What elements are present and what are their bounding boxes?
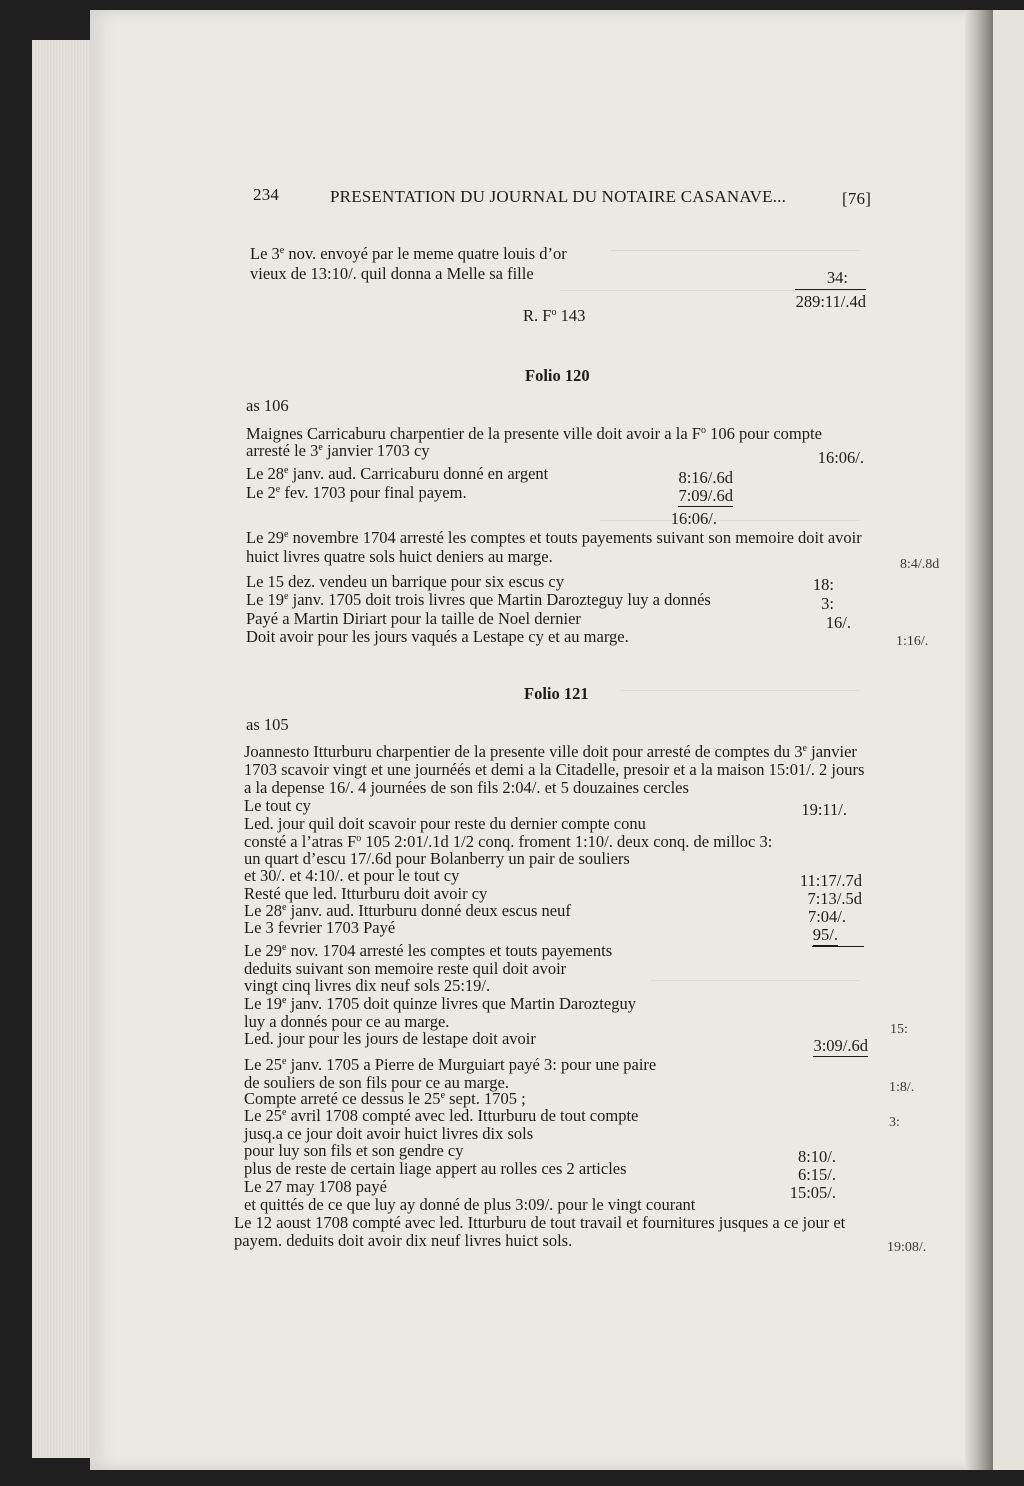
- margin-amount: 8:4/.8d: [900, 557, 940, 572]
- margin-amount: 1:16/.: [896, 634, 929, 649]
- text-line: deduits suivant son memoire reste quil doit avoir: [244, 959, 567, 978]
- amount: 7:09/.6d: [678, 486, 733, 505]
- text-line: vingt cinq livres dix neuf sols 25:19/.: [244, 976, 491, 995]
- text-line: Le 19e janv. 1705 doit quinze livres que Martin Darozteguy: [244, 994, 636, 1013]
- amount: 3:09/.6d: [813, 1036, 868, 1055]
- amount: 7:13/.5d: [807, 889, 862, 908]
- margin-amount: 15:: [890, 1022, 908, 1037]
- margin-amount: 3:: [889, 1115, 900, 1130]
- amount: 15:05/.: [789, 1183, 836, 1202]
- text-line: un quart d’escu 17/.6d pour Bolanberry un pair de souliers: [244, 849, 630, 868]
- page-number: 234: [253, 185, 280, 204]
- text-line: consté a l’atras $F^o$ 105 2:01/.1d 1/2 conq. froment 1:10/. deux conq. de milloc 3:: [244, 832, 773, 851]
- margin-amount: 19:08/.: [887, 1240, 927, 1255]
- text-line: Le 2e fev. 1703 pour final payem.: [246, 483, 467, 502]
- amount: 11:17/.7d: [799, 871, 862, 890]
- amount: 8:16/.6d: [678, 468, 733, 487]
- subtotal: 16:06/.: [670, 509, 717, 528]
- amount: 16:06/.: [817, 448, 864, 467]
- amount: 8:10/.: [797, 1147, 836, 1166]
- text-line: Led. jour quil doit scavoir pour reste du dernier compte conu: [244, 814, 646, 833]
- text-line: vieux de 13:10/. quil donna a Melle sa fille: [250, 264, 534, 283]
- text-line: Joannesto Itturburu charpentier de la presente ville doit pour arresté de comptes du 3e janvier: [244, 742, 857, 761]
- text-line: de souliers de son fils pour ce au marge.: [244, 1073, 509, 1092]
- text-line: Le 12 aoust 1708 compté avec led. Itturburu de tout travail et fournitures jusques a ce jour et: [234, 1213, 846, 1232]
- text-line: Payé a Martin Diriart pour la taille de Noel dernier: [246, 609, 581, 628]
- amount: 16/.: [825, 613, 851, 632]
- book-gutter: [965, 10, 993, 1470]
- text-line: et quittés de ce que luy ay donné de plus 3:09/. pour le vingt courant: [244, 1195, 696, 1214]
- folio-heading: Folio 120: [525, 366, 590, 385]
- text-line: Le 29e novembre 1704 arresté les comptes et touts payements suivant son memoire doit avoir: [246, 528, 862, 547]
- total-amount: 289:11/.4d: [795, 292, 866, 311]
- amount: 18:: [812, 575, 834, 594]
- text-line: Le 19e janv. 1705 doit trois livres que Martin Darozteguy luy a donnés: [246, 590, 711, 609]
- text-line: Le 28e janv. aud. Carricaburu donné en argent: [246, 464, 549, 483]
- text-line: Le tout cy: [244, 796, 311, 815]
- text-line: arresté le 3e janvier 1703 cy: [246, 441, 430, 460]
- text-line: Led. jour pour les jours de lestape doit avoir: [244, 1029, 536, 1048]
- margin-amount: 1:8/.: [889, 1080, 915, 1095]
- text-line: Le 29e nov. 1704 arresté les comptes et touts payements: [244, 941, 613, 960]
- text-line: luy a donnés pour ce au marge.: [244, 1012, 450, 1031]
- amount: 19:11/.: [801, 800, 847, 819]
- running-title: PRESENTATION DU JOURNAL DU NOTAIRE CASANAVE...: [330, 187, 787, 206]
- text-line: huict livres quatre sols huict deniers au marge.: [246, 547, 553, 566]
- amount: 6:15/.: [797, 1165, 836, 1184]
- text-line: Maignes Carricaburu charpentier de la presente ville doit avoir a la $F^o$ 106 pour compte: [246, 424, 822, 443]
- text-line: Le 3 fevrier 1703 Payé: [244, 918, 396, 937]
- text-line: Doit avoir pour les jours vaqués a Lestape cy et au marge.: [246, 627, 629, 646]
- sum-rule: [812, 946, 864, 947]
- text-line: Le 25e avril 1708 compté avec led. Itturburu de tout compte: [244, 1106, 639, 1125]
- account-ref: as 105: [246, 715, 289, 734]
- book-page: [90, 10, 985, 1470]
- text-line: Resté que led. Itturburu doit avoir cy: [244, 884, 488, 903]
- text-line: a la depense 16/. 4 journées de son fils 2:04/. et 5 douzaines cercles: [244, 778, 689, 797]
- amount: 95/.: [812, 925, 838, 944]
- text-line: Le 3e nov. envoyé par le meme quatre louis d’or: [250, 244, 567, 263]
- text-line: Le 25e janv. 1705 a Pierre de Murguiart payé 3: pour une paire: [244, 1055, 657, 1074]
- amount: 34:: [826, 268, 848, 287]
- text-line: jusq.a ce jour doit avoir huict livres dix sols: [244, 1124, 534, 1143]
- account-ref: as 106: [246, 396, 289, 415]
- text-line: Le 15 dez. vendeu un barrique pour six escus cy: [246, 572, 564, 591]
- text-line: Le 28e janv. aud. Itturburu donné deux escus neuf: [244, 901, 571, 920]
- amount: 7:04/.: [807, 907, 846, 926]
- sum-rule: [795, 289, 866, 290]
- folio-heading: Folio 121: [524, 684, 589, 703]
- text-line: Compte arreté ce dessus le 25e sept. 1705 ;: [244, 1089, 526, 1108]
- text-line: pour luy son fils et son gendre cy: [244, 1141, 464, 1160]
- reference: R. $F^o$ 143: [523, 306, 586, 325]
- facing-page-edge: [993, 10, 1024, 1470]
- text-line: plus de reste de certain liage appert au rolles ces 2 articles: [244, 1159, 627, 1178]
- text-line: Le 27 may 1708 payé: [244, 1177, 387, 1196]
- amount: 3:: [821, 594, 834, 613]
- text-line: 1703 scavoir vingt et une journéés et demi a la Citadelle, presoir et a la maison 15:01/. 2 jours: [244, 760, 865, 779]
- section-number: [76]: [842, 189, 872, 208]
- text-line: payem. deduits doit avoir dix neuf livres huict sols.: [234, 1231, 573, 1250]
- text-line: et 30/. et 4:10/. et pour le tout cy: [244, 866, 460, 885]
